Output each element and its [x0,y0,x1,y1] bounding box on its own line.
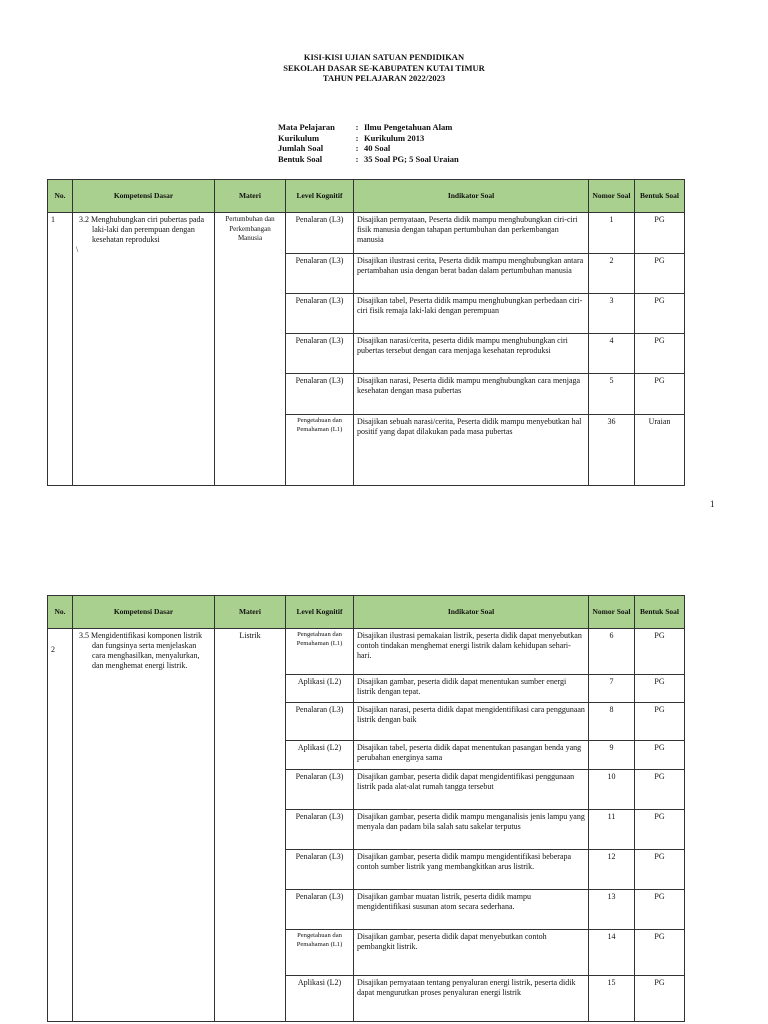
row-number: 2 [48,629,73,1022]
indikator-cell: Disajikan gambar, peserta didik mampu mengidentifikasi beberapa contoh sumber listrik yang membangkitkan arus listrik. [354,850,589,890]
meta-key: Bentuk Soal [278,153,323,164]
level-cell: Penalaran (L3) [286,334,354,374]
title-line-3: TAHUN PELAJARAN 2022/2023 [322,73,446,83]
bentuk-cell: PG [635,810,685,850]
indikator-cell: Disajikan ilustrasi pemakaian listrik, peserta didik dapat menyebutkan contoh tindakan menghemat energi listrik dalam kehidupan sehari-hari. [354,629,589,675]
nomor-cell: 6 [589,629,635,675]
bentuk-cell: PG [635,675,685,703]
bentuk-cell: PG [635,850,685,890]
bentuk-cell: PG [635,890,685,930]
meta-row [278,143,459,154]
table-header-row [48,596,685,629]
bentuk-cell: PG [635,770,685,810]
meta-sep: : [355,122,359,132]
meta-value: 35 Soal PG; 5 Soal Uraian [364,153,459,164]
meta-sep: : [355,143,359,153]
level-cell: Pengetahuan dan Pemahaman (L1) [286,629,354,675]
nomor-cell: 14 [589,930,635,976]
meta-key: Jumlah Soal [278,143,324,153]
level-cell: Penalaran (L3) [286,850,354,890]
indikator-cell: Disajikan ilustrasi cerita, Peserta didik mampu menghubungkan antara pertambahan usia dengan berat badan dalam pertumbuhan manusia [354,254,589,294]
level-cell: Pengetahuan dan Pemahaman (L1) [286,415,354,486]
level-cell: Penalaran (L3) [286,890,354,930]
header-level: Level Kognitif [286,596,354,629]
indikator-cell: Disajikan narasi, Peserta didik mampu menghubungkan cara menjaga kesehatan dengan masa pubertas [354,374,589,415]
nomor-cell: 5 [589,374,635,415]
meta-info [278,122,459,164]
header-bentuk: Bentuk Soal [635,180,685,213]
header-nomor: Nomor Soal [589,596,635,629]
row-number: 1 [48,213,73,486]
kisi-table-2 [47,595,685,1022]
table-row [48,213,685,254]
table-row [48,629,685,675]
level-cell: Aplikasi (L2) [286,675,354,703]
bentuk-cell: PG [635,213,685,254]
header-kd: Kompetensi Dasar [73,180,215,213]
indikator-cell: Disajikan tabel, Peserta didik mampu menghubungkan perbedaan ciri-ciri fisik remaja laki-laki dengan perempuan [354,294,589,334]
level-cell: Penalaran (L3) [286,770,354,810]
nomor-cell: 12 [589,850,635,890]
level-cell: Penalaran (L3) [286,294,354,334]
level-cell: Aplikasi (L2) [286,976,354,1022]
indikator-cell: Disajikan gambar, peserta didik dapat menyebutkan contoh pembangkit listrik. [354,930,589,976]
header-no: No. [48,596,73,629]
nomor-cell: 36 [589,415,635,486]
kd-text: Menghubungkan ciri pubertas pada laki-laki dan perempuan dengan kesehatan reproduksi [91,215,205,244]
level-cell: Penalaran (L3) [286,810,354,850]
header-nomor: Nomor Soal [589,180,635,213]
indikator-cell: Disajikan pernyataan tentang penyaluran energi listrik, peserta didik dapat mengurutkan proses penyaluran energi listrik [354,976,589,1022]
level-cell: Penalaran (L3) [286,703,354,741]
level-cell: Aplikasi (L2) [286,741,354,770]
nomor-cell: 13 [589,890,635,930]
nomor-cell: 1 [589,213,635,254]
header-level: Level Kognitif [286,180,354,213]
nomor-cell: 15 [589,976,635,1022]
nomor-cell: 11 [589,810,635,850]
header-indikator: Indikator Soal [354,596,589,629]
level-cell: Pengetahuan dan Pemahaman (L1) [286,930,354,976]
indikator-cell: Disajikan narasi/cerita, peserta didik mampu menghubungkan ciri pubertas tersebut dengan cara menjaga kesehatan reproduksi [354,334,589,374]
meta-row [278,133,459,144]
indikator-cell: Disajikan gambar, peserta didik mampu menganalisis jenis lampu yang menyala dan padam bila salah satu sakelar terputus [354,810,589,850]
indikator-cell: Disajikan narasi, peserta didik dapat mengidentifikasi cara penggunaan listrik dengan baik [354,703,589,741]
bentuk-cell: PG [635,374,685,415]
meta-row [278,154,459,165]
meta-row [278,122,459,133]
level-cell: Penalaran (L3) [286,213,354,254]
indikator-cell: Disajikan sebuah narasi/cerita, Peserta didik mampu menyebutkan hal positif yang dapat dilakukan pada masa pubertas [354,415,589,486]
meta-key: Kurikulum [278,132,320,143]
nomor-cell: 9 [589,741,635,770]
table-header-row [48,180,685,213]
level-cell: Penalaran (L3) [286,254,354,294]
page-number: 1 [710,499,715,509]
meta-sep: : [355,153,359,164]
meta-value: Ilmu Pengetahuan Alam [364,122,453,132]
indikator-cell: Disajikan tabel, peserta didik dapat menentukan pasangan benda yang perubahan energinya sama [354,741,589,770]
header-indikator: Indikator Soal [354,180,589,213]
kisi-table-1 [47,179,685,486]
indikator-cell: Disajikan pernyataan, Peserta didik mampu menghubungkan ciri-ciri fisik manusia dengan tahapan pertumbuhan dan perkembangan manusia [354,213,589,254]
bentuk-cell: PG [635,629,685,675]
nomor-cell: 10 [589,770,635,810]
kd-text: Mengidentifikasi komponen listrik dan fungsinya serta menjelaskan cara menghasilkan, menyalurkan, dan menghemat energi listrik. [91,631,203,670]
bentuk-cell: Uraian [635,415,685,486]
level-cell: Penalaran (L3) [286,374,354,415]
title-line-1: KISI-KISI UJIAN SATUAN PENDIDIKAN [303,52,465,62]
kd-number: 3.5 [79,631,89,640]
nomor-cell: 3 [589,294,635,334]
kd-number: 3.2 [79,215,89,224]
bentuk-cell: PG [635,294,685,334]
indikator-cell: Disajikan gambar muatan listrik, peserta didik mampu mengidentifikasi susunan atom secara sederhana. [354,890,589,930]
header-materi: Materi [215,596,286,629]
nomor-cell: 7 [589,675,635,703]
nomor-cell: 4 [589,334,635,374]
header-no: No. [48,180,73,213]
nomor-cell: 8 [589,703,635,741]
indikator-cell: Disajikan gambar, peserta didik dapat mengidentifikasi penggunaan listrik pada alat-alat rumah tangga tersebut [354,770,589,810]
indikator-cell: Disajikan gambar, peserta didik dapat menentukan sumber energi listrik dengan tepat. [354,675,589,703]
kompetensi-dasar-cell [73,213,215,486]
header-materi: Materi [215,180,286,213]
bentuk-cell: PG [635,741,685,770]
header-kd: Kompetensi Dasar [73,596,215,629]
document-title [0,52,768,84]
bentuk-cell: PG [635,334,685,374]
bentuk-cell: PG [635,703,685,741]
meta-sep: : [355,132,359,143]
meta-value: Kurikulum 2013 [364,132,425,143]
bentuk-cell: PG [635,254,685,294]
kompetensi-dasar-cell [73,629,215,1022]
bentuk-cell: PG [635,976,685,1022]
meta-value: 40 Soal [364,143,391,153]
meta-key: Mata Pelajaran [278,122,335,132]
bentuk-cell: PG [635,930,685,976]
title-line-2: SEKOLAH DASAR SE-KABUPATEN KUTAI TIMUR [283,62,485,73]
materi-cell: Listrik [215,629,286,1022]
header-bentuk: Bentuk Soal [635,596,685,629]
nomor-cell: 2 [589,254,635,294]
materi-cell: Pertumbuhan dan Perkembangan Manusia [215,213,286,486]
kd-extra: \ [76,245,79,254]
